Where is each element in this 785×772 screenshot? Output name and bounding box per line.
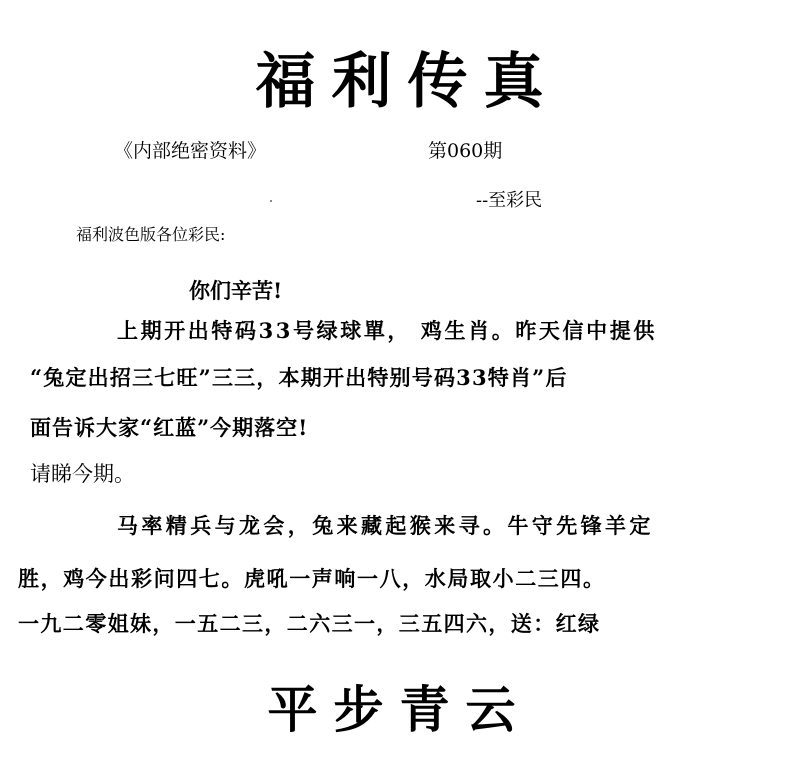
sender-line: --至彩民 [476,190,543,211]
issue-number: 第060期 [428,140,503,162]
salutation: 福利波色版各位彩民: [76,225,226,244]
document-title: 福利传真 [255,47,560,117]
letter-line-7: 胜，鸡今出彩问四七。虎吼一声响一八，水局取小二三四。 [18,566,606,591]
letter-line-1: 你们辛苦! [189,278,283,303]
footer-slogan: 平步青云 [267,680,532,739]
stray-dot [270,200,272,202]
letter-line-6: 马率精兵与龙会，兔来藏起猴来寻。牛守先锋羊定 [117,513,654,538]
letter-line-3: “兔定出招三七旺”三三，本期开出特别号码33特肖”后 [30,365,568,390]
letter-line-8: 一九二零姐妹，一五二三，二六三一，三五四六，送：红绿 [18,611,601,636]
letter-line-4: 面告诉大家“红蓝”今期落空! [30,415,309,440]
letter-line-5: 请睇今期。 [30,462,135,486]
document-subtitle: 《内部绝密资料》 [114,140,267,162]
letter-line-2: 上期开出特码33号绿球單， 鸡生肖。昨天信中提供 [117,318,657,343]
